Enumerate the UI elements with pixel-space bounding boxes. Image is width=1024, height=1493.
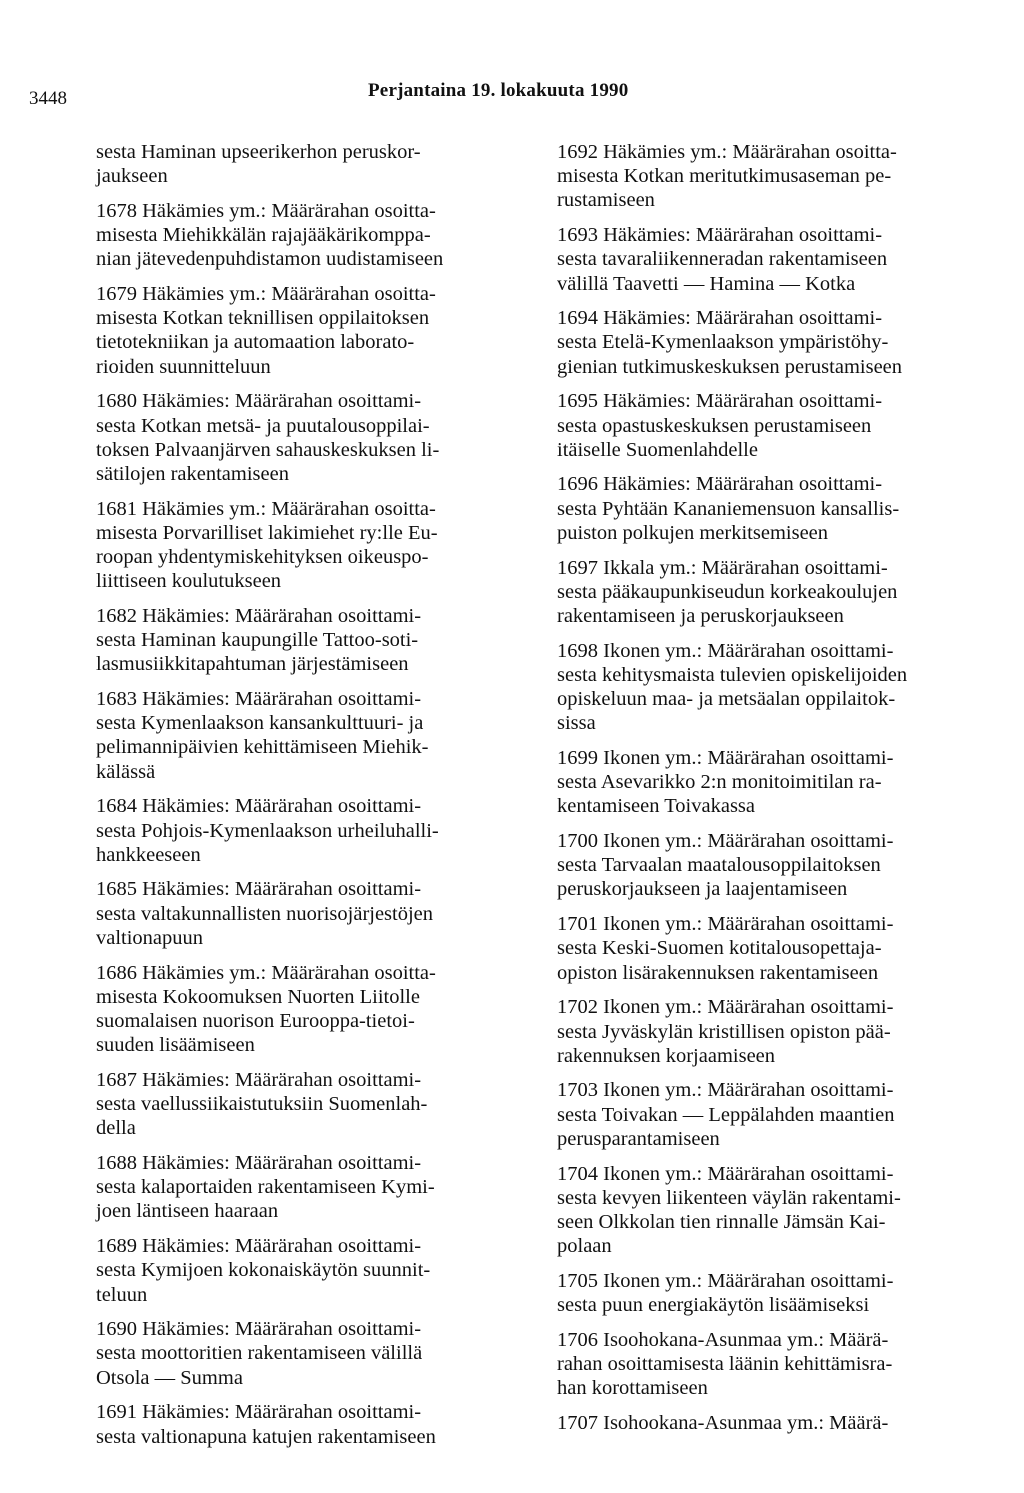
motion-entry: [96, 282, 524, 379]
entry-line: han korottamiseen: [557, 1377, 708, 1400]
entry-line: perusparantamiseen: [557, 1127, 720, 1150]
entry-line: 1681 Häkämies ym.: Määrärahan osoitta-: [96, 497, 436, 520]
entry-line: kentamiseen Toivakassa: [557, 795, 756, 818]
entry-line: kälässä: [96, 760, 156, 783]
page-number: 3448: [29, 88, 67, 109]
entry-line: sesta Tarvaalan maatalousoppilaitoksen: [557, 854, 881, 877]
entry-line: opiston lisärakennuksen rakentamiseen: [557, 961, 879, 984]
entry-line: 1707 Isohookana-Asunmaa ym.: Määrä-: [557, 1411, 889, 1434]
entry-line: 1687 Häkämies: Määrärahan osoittami-: [96, 1068, 422, 1091]
entry-line: seen Olkkolan tien rinnalle Jämsän Kai-: [557, 1210, 886, 1233]
entry-line: 1692 Häkämies ym.: Määrärahan osoitta-: [557, 141, 897, 163]
motion-entry: [96, 140, 524, 188]
entry-line: sesta kehitysmaista tulevien opiskelijoiden: [557, 663, 908, 686]
entry-line: sesta Haminan upseerikerhon peruskor-: [96, 141, 421, 163]
motion-entry: [96, 199, 524, 272]
entry-line: misesta Porvarilliset lakimiehet ry:lle Eu-: [96, 521, 438, 544]
entry-line: 1683 Häkämies: Määrärahan osoittami-: [96, 688, 422, 711]
entry-line: 1680 Häkämies: Määrärahan osoittami-: [96, 390, 422, 413]
entry-line: sesta Etelä-Kymenlaakson ympäristöhy-: [557, 331, 889, 354]
entry-line: liittiseen koulutukseen: [96, 570, 282, 593]
motion-entry: [96, 794, 524, 867]
entry-line: 1701 Ikonen ym.: Määrärahan osoittami-: [557, 913, 894, 936]
entry-line: sesta Pyhtään Kananiemensuon kansallis-: [557, 497, 900, 520]
entry-line: rioiden suunnitteluun: [96, 355, 271, 378]
motion-entry: [96, 961, 524, 1058]
entry-line: 1703 Ikonen ym.: Määrärahan osoittami-: [557, 1079, 894, 1102]
entry-line: tietotekniikan ja automaation laborato-: [96, 331, 415, 354]
running-head: Perjantaina 19. lokakuuta 1990: [368, 80, 629, 101]
motion-entry: [557, 223, 985, 296]
entry-line: 1682 Häkämies: Määrärahan osoittami-: [96, 604, 422, 627]
entry-line: 1694 Häkämies: Määrärahan osoittami-: [557, 307, 883, 330]
motion-entry: [96, 389, 524, 486]
entry-line: peruskorjaukseen ja laajentamiseen: [557, 878, 848, 901]
entry-line: 1684 Häkämies: Määrärahan osoittami-: [96, 795, 422, 818]
entry-line: 1702 Ikonen ym.: Määrärahan osoittami-: [557, 996, 894, 1019]
entry-line: 1705 Ikonen ym.: Määrärahan osoittami-: [557, 1269, 894, 1292]
motion-entry: [96, 604, 524, 677]
entry-line: sesta Kotkan metsä- ja puutalousoppilai-: [96, 414, 430, 437]
motion-entry: [96, 1068, 524, 1141]
entry-line: misesta Kotkan teknillisen oppilaitoksen: [96, 307, 430, 330]
entry-line: polaan: [557, 1235, 612, 1258]
entry-line: teluun: [96, 1283, 148, 1306]
entry-line: sesta valtakunnallisten nuorisojärjestöjen: [96, 902, 434, 925]
entry-line: sesta Pohjois-Kymenlaakson urheiluhalli-: [96, 819, 439, 842]
entry-line: opiskeluun maa- ja metsäalan oppilaitok-: [557, 688, 896, 711]
motion-entry: [557, 829, 985, 902]
entry-line: sesta kevyen liikenteen väylän rakentami-: [557, 1186, 901, 1209]
motion-entry: [557, 1162, 985, 1259]
right-column: [557, 140, 985, 1446]
entry-line: 1700 Ikonen ym.: Määrärahan osoittami-: [557, 830, 894, 853]
entry-line: nian jätevedenpuhdistamon uudistamiseen: [96, 248, 444, 271]
entry-line: sesta opastuskeskuksen perustamiseen: [557, 414, 872, 437]
entry-line: 1679 Häkämies ym.: Määrärahan osoitta-: [96, 283, 436, 306]
entry-line: hankkeeseen: [96, 843, 201, 866]
entry-line: 1699 Ikonen ym.: Määrärahan osoittami-: [557, 746, 894, 769]
entry-line: sesta kalaportaiden rakentamiseen Kymi-: [96, 1176, 435, 1199]
motion-entry: [557, 472, 985, 545]
motion-entry: [96, 1234, 524, 1307]
motion-entry: [557, 556, 985, 629]
entry-line: sesta Kymenlaakson kansankulttuuri- ja: [96, 712, 424, 735]
motion-entry: [557, 639, 985, 736]
motion-entry: [557, 995, 985, 1068]
entry-line: 1696 Häkämies: Määrärahan osoittami-: [557, 473, 883, 496]
entry-line: sätilojen rakentamiseen: [96, 462, 289, 485]
entry-line: misesta Kotkan meritutkimusaseman pe-: [557, 165, 892, 188]
entry-line: joen läntiseen haaraan: [96, 1200, 279, 1223]
entry-line: 1686 Häkämies ym.: Määrärahan osoitta-: [96, 961, 436, 984]
motion-entry: [557, 746, 985, 819]
motion-entry: [557, 140, 985, 213]
motion-entry: [557, 389, 985, 462]
entry-line: puiston polkujen merkitsemiseen: [557, 521, 829, 544]
entry-line: rahan osoittamisesta läänin kehittämisra-: [557, 1352, 893, 1375]
entry-line: 1689 Häkämies: Määrärahan osoittami-: [96, 1235, 422, 1258]
entry-line: 1698 Ikonen ym.: Määrärahan osoittami-: [557, 639, 894, 662]
entry-line: 1678 Häkämies ym.: Määrärahan osoitta-: [96, 199, 436, 222]
entry-line: 1688 Häkämies: Määrärahan osoittami-: [96, 1152, 422, 1175]
entry-line: 1690 Häkämies: Määrärahan osoittami-: [96, 1318, 422, 1341]
entry-line: 1704 Ikonen ym.: Määrärahan osoittami-: [557, 1162, 894, 1185]
motion-entry: [96, 1317, 524, 1390]
entry-line: misesta Kokoomuksen Nuorten Liitolle: [96, 985, 420, 1008]
entry-line: gienian tutkimuskeskuksen perustamiseen: [557, 355, 903, 378]
motion-entry: [557, 1411, 985, 1435]
entry-line: sesta pääkaupunkiseudun korkeakoulujen: [557, 580, 898, 603]
entry-line: suomalaisen nuorison Eurooppa-tietoi-: [96, 1010, 415, 1032]
entry-line: sissa: [557, 712, 596, 735]
motion-entry: [557, 912, 985, 985]
entry-line: 1685 Häkämies: Määrärahan osoittami-: [96, 878, 422, 901]
left-column: [96, 140, 524, 1459]
entry-line: sesta Asevarikko 2:n monitoimitilan ra-: [557, 771, 882, 794]
entry-line: sesta Jyväskylän kristillisen opiston pää-: [557, 1020, 891, 1043]
entry-line: rakennuksen korjaamiseen: [557, 1044, 776, 1067]
entry-line: della: [96, 1117, 136, 1140]
motion-entry: [557, 306, 985, 379]
entry-line: sesta Toivakan — Leppälahden maantien: [557, 1103, 895, 1126]
motion-entry: [96, 1151, 524, 1224]
entry-line: 1693 Häkämies: Määrärahan osoittami-: [557, 224, 883, 247]
entry-line: 1695 Häkämies: Määrärahan osoittami-: [557, 390, 883, 413]
entry-line: roopan yhdentymiskehityksen oikeuspo-: [96, 546, 429, 569]
entry-line: sesta vaellussiikaistutuksiin Suomenlah-: [96, 1093, 428, 1116]
entry-line: 1691 Häkämies: Määrärahan osoittami-: [96, 1401, 422, 1424]
entry-line: sesta puun energiakäytön lisäämiseksi: [557, 1294, 870, 1317]
entry-line: rustamiseen: [557, 189, 655, 212]
entry-line: Otsola — Summa: [96, 1366, 243, 1389]
entry-line: välillä Taavetti — Hamina — Kotka: [557, 272, 856, 295]
entry-line: sesta Haminan kaupungille Tattoo-soti-: [96, 629, 419, 652]
motion-entry: [557, 1078, 985, 1151]
entry-line: 1697 Ikkala ym.: Määrärahan osoittami-: [557, 556, 888, 579]
entry-line: sesta Kymijoen kokonaiskäytön suunnit-: [96, 1259, 431, 1282]
motion-entry: [557, 1328, 985, 1401]
motion-entry: [96, 877, 524, 950]
motion-entry: [557, 1269, 985, 1317]
entry-line: sesta moottoritien rakentamiseen välillä: [96, 1342, 423, 1365]
entry-line: valtionapuun: [96, 926, 204, 949]
entry-line: lasmusiikkitapahtuman järjestämiseen: [96, 653, 409, 676]
motion-entry: [96, 1400, 524, 1448]
entry-line: misesta Miehikkälän rajajääkärikomppa-: [96, 224, 431, 247]
entry-line: toksen Palvaanjärven sahauskeskuksen li-: [96, 438, 440, 461]
entry-line: sesta tavaraliikenneradan rakentamiseen: [557, 248, 888, 271]
entry-line: sesta Keski-Suomen kotitalousopettaja-: [557, 937, 882, 960]
entry-line: suuden lisäämiseen: [96, 1034, 255, 1057]
entry-line: sesta valtionapuna katujen rakentamiseen: [96, 1425, 436, 1448]
motion-entry: [96, 687, 524, 784]
entry-line: pelimannipäivien kehittämiseen Miehik-: [96, 736, 429, 759]
motion-entry: [96, 497, 524, 594]
entry-line: itäiselle Suomenlahdelle: [557, 438, 758, 461]
entry-line: jaukseen: [96, 165, 168, 188]
entry-line: 1706 Isoohokana-Asunmaa ym.: Määrä-: [557, 1328, 889, 1351]
entry-line: rakentamiseen ja peruskorjaukseen: [557, 604, 844, 627]
